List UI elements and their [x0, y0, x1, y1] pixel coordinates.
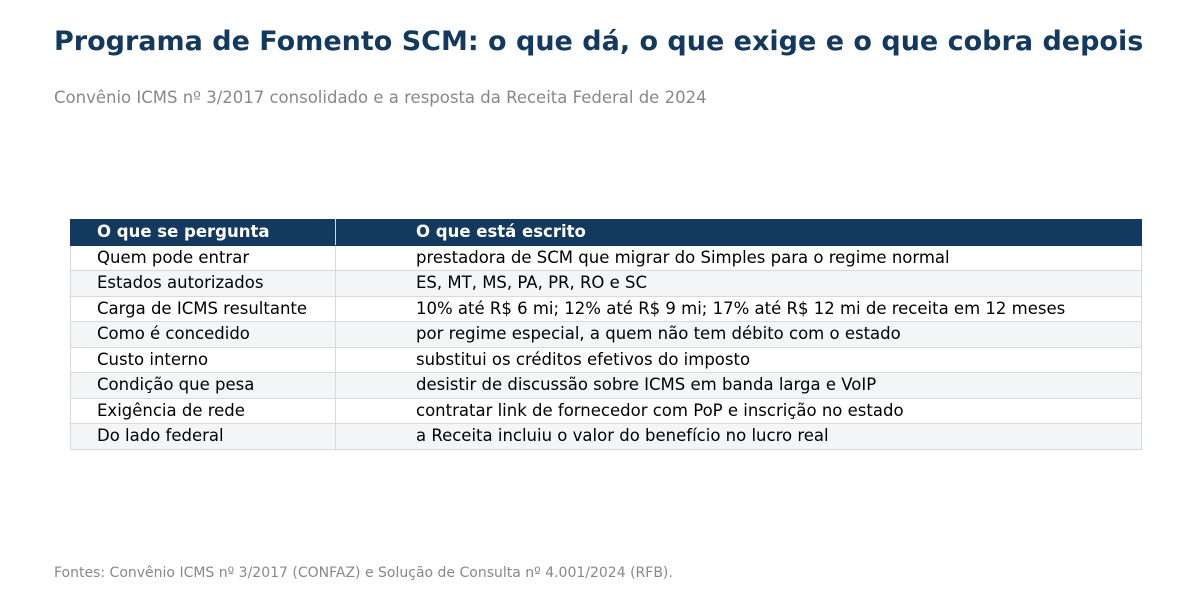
table-row	[71, 398, 1142, 424]
row-question: Quem pode entrar	[71, 245, 336, 271]
table-row	[71, 347, 1142, 373]
header-answer: O que está escrito	[336, 220, 1142, 246]
table-row	[71, 424, 1142, 450]
row-question: Custo interno	[71, 347, 336, 373]
row-question: Como é concedido	[71, 322, 336, 348]
row-answer: por regime especial, a quem não tem débito com o estado	[336, 322, 1142, 348]
row-question: Carga de ICMS resultante	[71, 296, 336, 322]
table-row	[71, 271, 1142, 297]
row-answer: ES, MT, MS, PA, PR, RO e SC	[336, 271, 1142, 297]
table-row	[71, 296, 1142, 322]
table-row	[71, 373, 1142, 399]
row-answer: desistir de discussão sobre ICMS em banda larga e VoIP	[336, 373, 1142, 399]
source-note: Fontes: Convênio ICMS nº 3/2017 (CONFAZ) e Solução de Consulta nº 4.001/2024 (RFB).	[54, 565, 673, 581]
comparison-table	[70, 219, 1142, 450]
header-question: O que se pergunta	[71, 220, 336, 246]
row-question: Do lado federal	[71, 424, 336, 450]
table-row	[71, 245, 1142, 271]
row-answer: a Receita incluiu o valor do benefício no lucro real	[336, 424, 1142, 450]
table-header-row	[71, 220, 1142, 246]
row-answer: substitui os créditos efetivos do imposto	[336, 347, 1142, 373]
row-question: Exigência de rede	[71, 398, 336, 424]
row-answer: contratar link de fornecedor com PoP e inscrição no estado	[336, 398, 1142, 424]
row-answer: prestadora de SCM que migrar do Simples para o regime normal	[336, 245, 1142, 271]
row-answer: 10% até R$ 6 mi; 12% até R$ 9 mi; 17% até R$ 12 mi de receita em 12 meses	[336, 296, 1142, 322]
table-header	[71, 220, 1142, 246]
table-row	[71, 322, 1142, 348]
row-question: Estados autorizados	[71, 271, 336, 297]
page-subtitle: Convênio ICMS nº 3/2017 consolidado e a resposta da Receita Federal de 2024	[54, 88, 707, 107]
page-title: Programa de Fomento SCM: o que dá, o que exige e o que cobra depois	[54, 26, 1144, 57]
table-body	[71, 245, 1142, 449]
row-question: Condição que pesa	[71, 373, 336, 399]
